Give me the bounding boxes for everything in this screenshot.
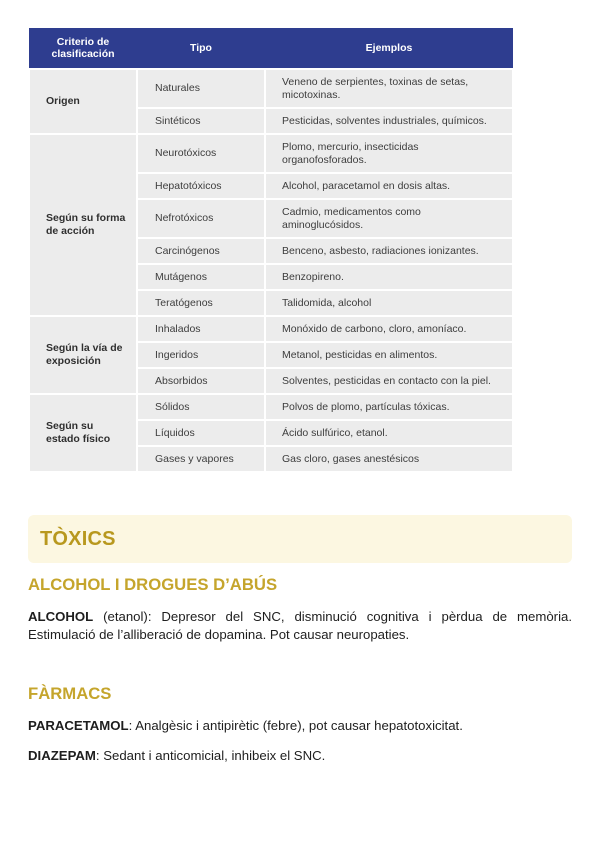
examples-cell: Plomo, mercurio, insecticidas organofosforados.	[265, 134, 513, 173]
examples-cell: Gas cloro, gases anestésicos	[265, 446, 513, 472]
examples-cell: Benceno, asbesto, radiaciones ionizantes.	[265, 238, 513, 264]
examples-cell: Alcohol, paracetamol en dosis altas.	[265, 173, 513, 199]
examples-cell: Benzopireno.	[265, 264, 513, 290]
section-title: TÒXICS	[40, 528, 116, 550]
table-row	[29, 316, 513, 342]
examples-cell: Pesticidas, solventes industriales, químicos.	[265, 108, 513, 134]
type-cell: Sintéticos	[137, 108, 265, 134]
entry-term: PARACETAMOL	[28, 718, 129, 733]
table-header-examples: Ejemplos	[265, 28, 513, 69]
table-header-type: Tipo	[137, 28, 265, 69]
criterion-cell: Según su forma de acción	[29, 134, 137, 316]
subsection-heading-farmacs: FÀRMACS	[28, 684, 112, 703]
classification-table	[28, 28, 514, 473]
criterion-cell: Según la vía de exposición	[29, 316, 137, 394]
type-cell: Sólidos	[137, 394, 265, 420]
examples-cell: Polvos de plomo, partículas tóxicas.	[265, 394, 513, 420]
examples-cell: Ácido sulfúrico, etanol.	[265, 420, 513, 446]
table-row	[29, 69, 513, 108]
type-cell: Gases y vapores	[137, 446, 265, 472]
entry-paragraph-alcohol	[28, 608, 572, 644]
table-row	[29, 134, 513, 173]
criterion-cell: Según su estado físico	[29, 394, 137, 472]
examples-cell: Veneno de serpientes, toxinas de setas, micotoxinas.	[265, 69, 513, 108]
examples-cell: Cadmio, medicamentos como aminoglucósidos.	[265, 199, 513, 238]
type-cell: Carcinógenos	[137, 238, 265, 264]
type-cell: Inhalados	[137, 316, 265, 342]
entry-description: (etanol): Depresor del SNC, disminució cognitiva i pèrdua de memòria. Estimulació de l’alliberació de dopamina. Pot causar neuropaties.	[28, 609, 572, 642]
examples-cell: Talidomida, alcohol	[265, 290, 513, 316]
examples-cell: Monóxido de carbono, cloro, amoníaco.	[265, 316, 513, 342]
table-row	[29, 394, 513, 420]
table-header-criterion: Criterio de clasificación	[29, 28, 137, 69]
type-cell: Absorbidos	[137, 368, 265, 394]
table-header-row	[29, 28, 513, 69]
type-cell: Naturales	[137, 69, 265, 108]
examples-cell: Metanol, pesticidas en alimentos.	[265, 342, 513, 368]
type-cell: Mutágenos	[137, 264, 265, 290]
entry-term: ALCOHOL	[28, 609, 94, 624]
entry-term: DIAZEPAM	[28, 748, 96, 763]
examples-cell: Solventes, pesticidas en contacto con la piel.	[265, 368, 513, 394]
type-cell: Líquidos	[137, 420, 265, 446]
type-cell: Hepatotóxicos	[137, 173, 265, 199]
entry-paragraph-paracetamol	[28, 717, 572, 735]
type-cell: Nefrotóxicos	[137, 199, 265, 238]
entry-description: : Sedant i anticomicial, inhibeix el SNC.	[95, 748, 326, 763]
criterion-cell: Origen	[29, 69, 137, 134]
entry-paragraph-diazepam	[28, 747, 572, 765]
toxics-section-box	[28, 515, 572, 563]
type-cell: Teratógenos	[137, 290, 265, 316]
type-cell: Neurotóxicos	[137, 134, 265, 173]
type-cell: Ingeridos	[137, 342, 265, 368]
subsection-heading-alcohol: ALCOHOL I DROGUES D’ABÚS	[28, 575, 278, 594]
entry-description: : Analgèsic i antipirètic (febre), pot causar hepatotoxicitat.	[128, 718, 463, 733]
